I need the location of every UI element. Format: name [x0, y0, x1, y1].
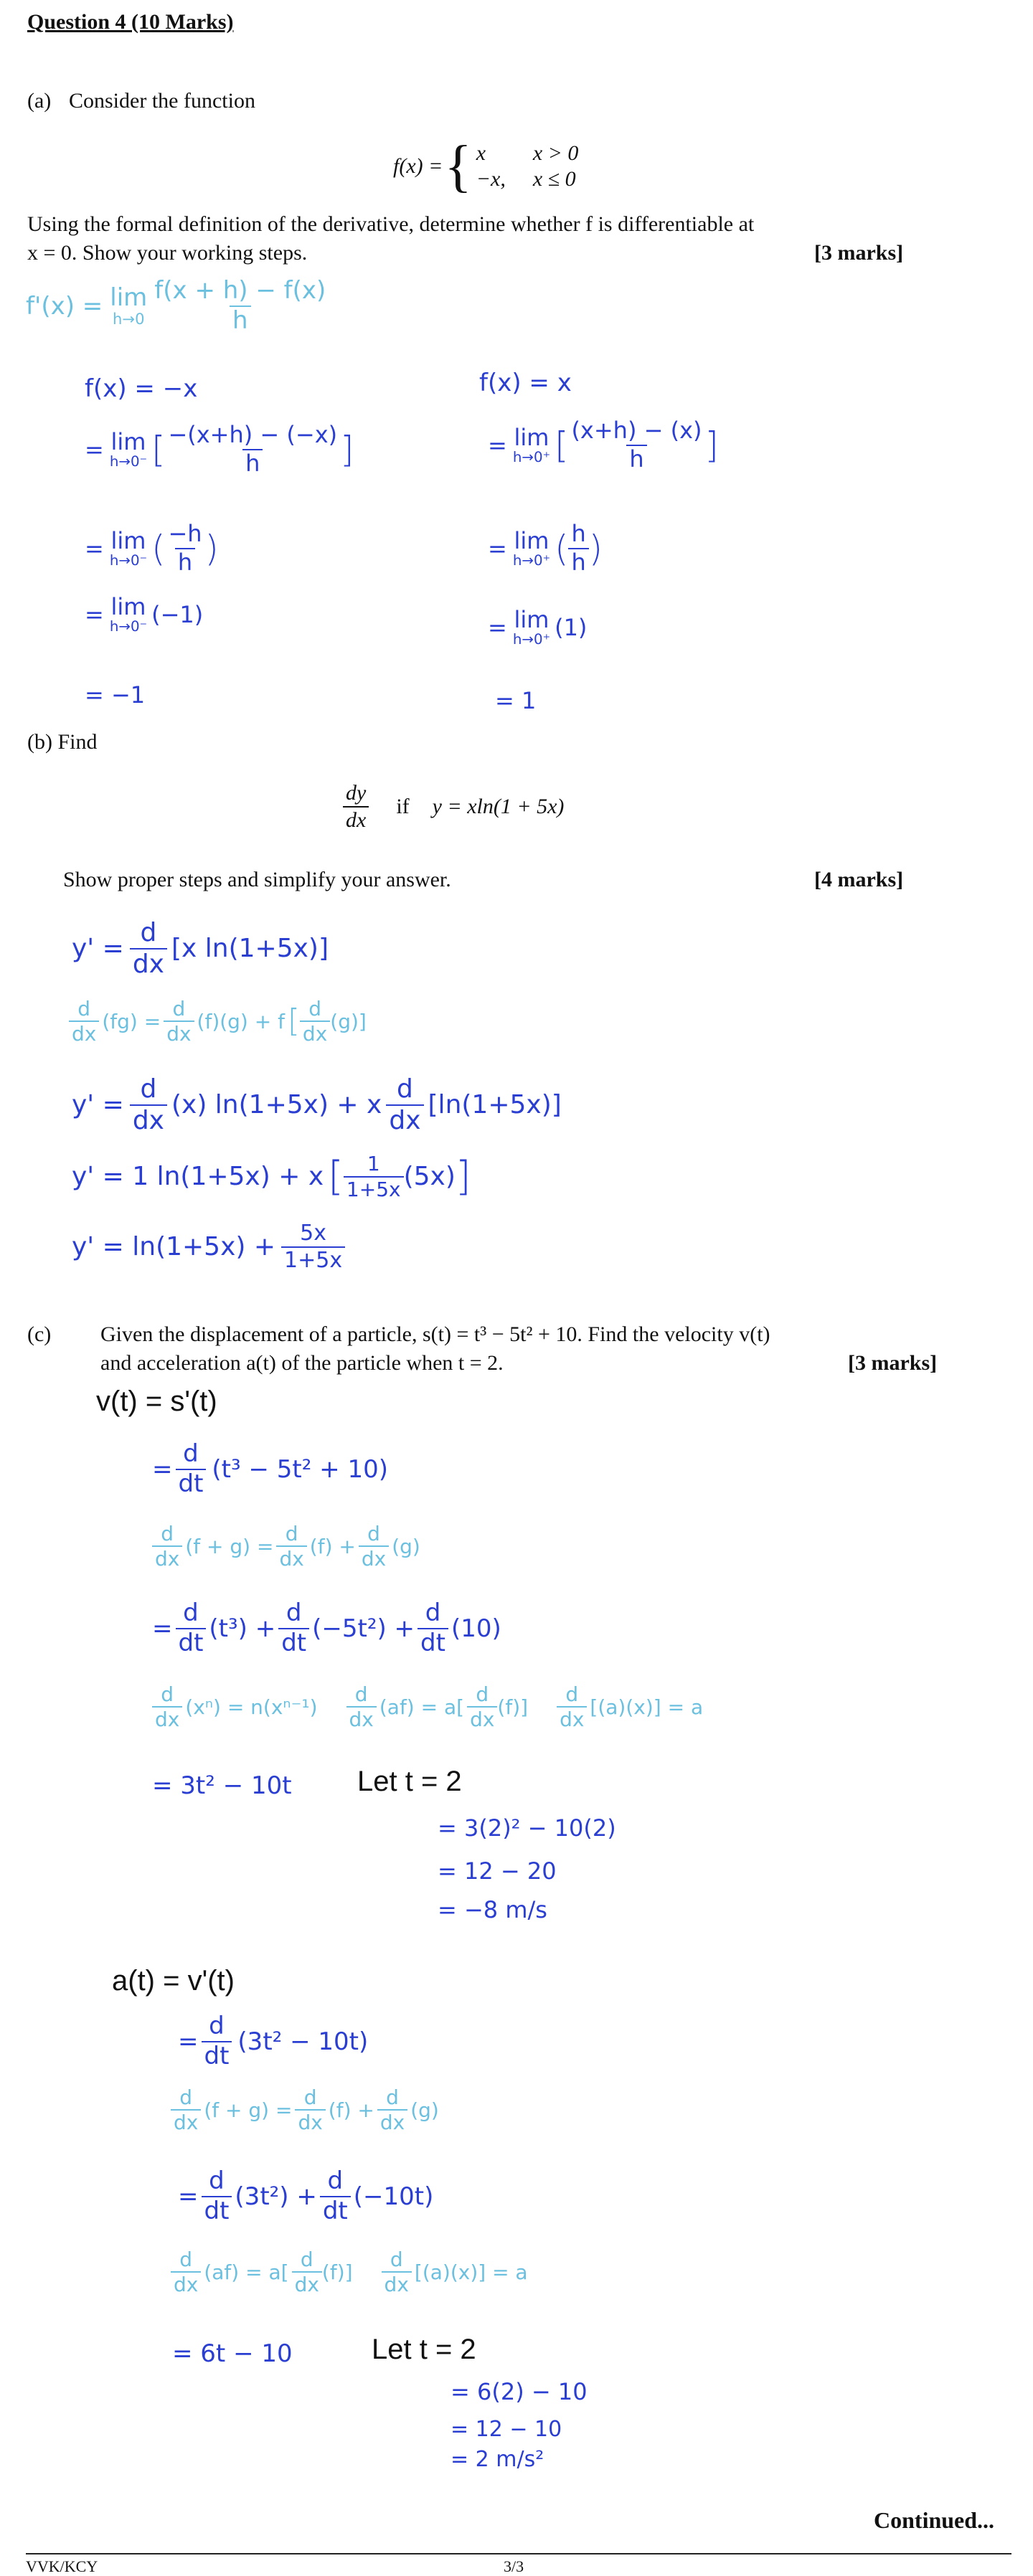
dx: dx — [557, 1706, 587, 1730]
part-a-question-line1: Using the formal definition of the derivative, determine whether f is differentiable at — [27, 212, 755, 236]
left-step2-sub: h→0⁻ — [109, 551, 148, 569]
dx: dx — [130, 1104, 167, 1135]
d: d — [386, 2085, 399, 2109]
dx: dx — [386, 1104, 423, 1135]
b-line2-lhs: y' = — [72, 1090, 124, 1120]
dt: dt — [418, 1628, 448, 1657]
part-a-question-line2: x = 0. Show your working steps. — [27, 241, 308, 265]
v-line1-expr: (t³ − 5t² + 10) — [212, 1454, 388, 1484]
definition-lim-sub: h→0 — [113, 310, 145, 328]
left-step1-sub: h→0⁻ — [109, 453, 148, 470]
d: d — [327, 2167, 344, 2195]
a-line1-expr: (3t² − 10t) — [237, 2027, 369, 2056]
const-mult-rule: (af) = a[ — [379, 1695, 465, 1719]
b-line3-num: 1 — [367, 1152, 380, 1176]
left-step3-sub: h→0⁻ — [109, 618, 148, 635]
part-c-label: (c) — [27, 1322, 52, 1346]
sum-rule-end: (g) — [392, 1534, 420, 1558]
bracket-open: [ — [151, 428, 166, 470]
dx: dx — [382, 2271, 412, 2295]
footer-rule — [26, 2553, 1011, 2554]
part-c-marks: [3 marks] — [848, 1351, 938, 1375]
const-rule: [(a)(x)] = a — [590, 1695, 704, 1719]
dt: dt — [278, 1628, 309, 1657]
right-step3: = lim h→0⁺ (1) — [488, 606, 588, 648]
b-line3-den: 1+5x — [344, 1176, 404, 1200]
sum-rule-lhs: (f + g) = — [204, 2098, 293, 2122]
a-line1 — [178, 2014, 368, 2069]
piecewise-function — [393, 135, 579, 198]
const-rule: [(a)(x)] = a — [414, 2260, 528, 2284]
const-mult-rule-end: (f)] — [321, 2260, 353, 2284]
left-result: = −1 — [85, 681, 146, 709]
b-line3-rest: (5x) — [403, 1162, 456, 1191]
left-step1: = lim h→0⁻ [ $\frac{-(x+h) - (-x)}{h}$ ] — [85, 421, 354, 477]
definition-lim: lim — [110, 283, 148, 313]
d: d — [161, 1682, 174, 1706]
part-b-label: (b) Find — [27, 730, 98, 754]
definition-denominator: h — [230, 306, 251, 334]
definition-lhs: f'(x) = — [26, 291, 103, 321]
a-eval2: = 12 − 10 — [451, 2417, 562, 2442]
right-step2: = lim h→0⁺ ( $\frac{h}{h}$ ) — [488, 520, 603, 576]
part-b-instruction: Show proper steps and simplify your answer. — [63, 868, 451, 891]
a-result: = 6t − 10 — [172, 2339, 293, 2368]
eq-sign: = — [85, 534, 104, 562]
sum-rule-lhs: (f + g) = — [185, 1534, 274, 1558]
definition-numerator: f(x + h) − f(x) — [154, 276, 326, 305]
part-c-question-line2: and acceleration a(t) of the particle when t = 2. — [100, 1351, 504, 1375]
rules-row-1 — [152, 1684, 703, 1730]
dx: dx — [130, 948, 167, 978]
d: d — [367, 1522, 380, 1545]
a-line2-b: (−10t) — [353, 2182, 434, 2211]
d: d — [286, 1599, 302, 1627]
a-eval3: = 2 m/s² — [451, 2447, 544, 2472]
d: d — [303, 2085, 317, 2109]
eq-sign: = — [488, 431, 507, 459]
b-line3-lhs: y' = 1 ln(1+5x) + x — [72, 1162, 324, 1191]
d: d — [179, 2085, 193, 2109]
dx: dx — [152, 1545, 182, 1569]
dx: dx — [69, 1021, 99, 1044]
a-heading: a(t) = v'(t) — [112, 1965, 235, 1997]
a-let-t: Let t = 2 — [372, 2334, 476, 2365]
dx: dx — [152, 1706, 182, 1730]
b-line2-mid: (x) ln(1+5x) + x — [171, 1090, 382, 1120]
dx: dx — [276, 1545, 306, 1569]
dx: dx — [359, 1545, 389, 1569]
b-line1-lhs: y' = — [72, 934, 124, 964]
sum-rule-mid: (f) + — [309, 1534, 356, 1558]
piecewise-brace: { — [444, 135, 472, 198]
v-line2 — [152, 1601, 501, 1656]
b-line4 — [72, 1222, 345, 1272]
v-eval2: = 12 − 20 — [438, 1857, 557, 1885]
d: d — [183, 1599, 199, 1627]
question-title: Question 4 (10 Marks) — [27, 10, 234, 34]
power-rule: (xⁿ) = n(xⁿ⁻¹) — [185, 1695, 318, 1719]
dx: dx — [346, 1706, 377, 1730]
dt: dt — [202, 2041, 232, 2070]
const-mult-rule: (af) = a[ — [204, 2260, 289, 2284]
v-eval1: = 3(2)² − 10(2) — [438, 1814, 616, 1842]
dt: dt — [176, 1628, 207, 1657]
b-line2 — [72, 1076, 562, 1135]
part-b-equation — [343, 782, 564, 831]
case1-expr: x — [476, 141, 486, 165]
sum-rule-end: (g) — [410, 2098, 439, 2122]
b-line4-num: 5x — [300, 1221, 326, 1246]
dt: dt — [202, 2196, 232, 2225]
dx: dx — [292, 2271, 322, 2295]
b-line4-den: 1+5x — [281, 1246, 345, 1272]
eq-sign: = — [488, 534, 507, 562]
equation: y = xln(1 + 5x) — [432, 794, 565, 818]
dx: dx — [171, 2109, 201, 2133]
eq-sign: = — [178, 2182, 199, 2211]
right-step2-denominator: h — [568, 548, 588, 575]
dx: dx — [343, 806, 369, 832]
right-step1-denominator: h — [626, 445, 646, 472]
dx: dx — [300, 1021, 330, 1044]
bracket-close: ] — [340, 428, 354, 470]
left-step3-expr: (−1) — [151, 600, 204, 628]
continued-text: Continued... — [874, 2507, 995, 2533]
v-eval3: = −8 m/s — [438, 1896, 547, 1923]
part-c-question-line1: Given the displacement of a particle, s(t) = t³ − 5t² + 10. Find the velocity v(t) — [100, 1322, 770, 1346]
a-line2 — [178, 2169, 433, 2224]
right-step2-numerator: h — [571, 520, 586, 547]
b-line1 — [72, 919, 329, 978]
d: d — [425, 1599, 441, 1627]
v-line2-a: (t³) + — [209, 1614, 276, 1643]
eq-sign: = — [152, 1614, 173, 1643]
right-step3-sub: h→0⁺ — [512, 631, 551, 648]
eq-sign: = — [488, 613, 507, 641]
case2-expr: −x, — [476, 167, 506, 191]
left-step1-denominator: h — [242, 449, 263, 476]
left-step2: = lim h→0⁻ ( $\frac{-h}{h}$ ) — [85, 520, 219, 576]
if-word: if — [396, 794, 410, 818]
right-step1: = lim h→0⁺ [ $\frac{(x+h) - (x)}{h}$ ] — [488, 417, 719, 473]
d: d — [565, 1682, 579, 1706]
case2-cond: x ≤ 0 — [532, 167, 576, 191]
v-line2-b: (−5t²) + — [312, 1614, 415, 1643]
dx: dx — [164, 1021, 194, 1044]
left-step2-numerator: −h — [168, 520, 202, 547]
right-step2-sub: h→0⁺ — [512, 551, 551, 569]
d: d — [140, 1074, 157, 1104]
v-line1 — [152, 1441, 388, 1497]
eq-sign: = — [85, 600, 104, 628]
dx: dx — [171, 2271, 201, 2295]
d: d — [183, 1439, 199, 1468]
d: d — [209, 2167, 225, 2195]
product-rule-mid: (f)(g) + f — [197, 1009, 285, 1033]
const-mult-rule-end: (f)] — [497, 1695, 529, 1719]
right-func: f(x) = x — [479, 369, 572, 397]
dt: dt — [176, 1469, 207, 1497]
b-line2-rest: [ln(1+5x)] — [428, 1090, 562, 1120]
footer-left: VVK/KCY — [26, 2557, 98, 2575]
sum-rule-1 — [152, 1523, 420, 1570]
piecewise-lhs: f(x) = — [393, 154, 443, 178]
d: d — [209, 2012, 225, 2040]
dy: dy — [346, 781, 367, 805]
d: d — [390, 2248, 403, 2271]
d: d — [140, 918, 157, 947]
dx: dx — [467, 1706, 497, 1730]
v-heading: v(t) = s'(t) — [96, 1386, 217, 1417]
a-line2-a: (3t²) + — [235, 2182, 317, 2211]
left-step3: = lim h→0⁻ (−1) — [85, 593, 204, 635]
v-result: = 3t² − 10t — [152, 1771, 292, 1800]
right-step1-sub: h→0⁺ — [512, 448, 551, 465]
left-step1-numerator: −(x+h) − (−x) — [168, 421, 338, 448]
v-line2-c: (10) — [451, 1614, 501, 1643]
eq-sign: = — [85, 435, 104, 463]
rules-row-2 — [171, 2249, 528, 2296]
dx: dx — [295, 2109, 325, 2133]
dx: dx — [377, 2109, 407, 2133]
right-step3-expr: (1) — [555, 613, 588, 641]
sum-rule-2 — [171, 2087, 439, 2134]
d: d — [476, 1682, 489, 1706]
v-let-t: Let t = 2 — [357, 1766, 462, 1797]
product-rule-end: (g)] — [330, 1009, 367, 1033]
d: d — [285, 1522, 298, 1545]
d: d — [354, 1682, 368, 1706]
left-func: f(x) = −x — [85, 374, 198, 403]
d: d — [77, 997, 91, 1021]
eq-sign: = — [178, 2027, 199, 2056]
b-line4-lhs: y' = ln(1+5x) + — [72, 1232, 276, 1261]
derivative-definition — [26, 278, 329, 333]
a-eval1: = 6(2) − 10 — [451, 2378, 588, 2405]
part-a-marks: [3 marks] — [814, 241, 904, 265]
left-step2-denominator: h — [175, 548, 195, 575]
eq-sign: = — [152, 1454, 173, 1484]
d: d — [397, 1074, 413, 1104]
d: d — [172, 997, 186, 1021]
sum-rule-mid: (f) + — [328, 2098, 374, 2122]
b-line1-rest: [x ln(1+5x)] — [171, 934, 329, 964]
d: d — [179, 2248, 193, 2271]
part-a-intro: Consider the function — [69, 89, 255, 113]
case1-cond: x > 0 — [532, 141, 579, 165]
b-line3: y' = 1 ln(1+5x) + x [ $\frac{1}{1+5x}$ (5x) ] — [72, 1152, 471, 1201]
dt: dt — [320, 2196, 351, 2225]
d: d — [161, 1522, 174, 1545]
d: d — [308, 997, 321, 1021]
d: d — [300, 2248, 313, 2271]
part-b-marks: [4 marks] — [814, 868, 904, 891]
footer-page: 3/3 — [504, 2557, 524, 2575]
right-result: = 1 — [495, 687, 537, 714]
product-rule: $\frac{d}{dx}$ (fg) = $\frac{d}{dx}$ (f)(g) + f [ $\frac{d}{dx}$ (g)] — [69, 998, 367, 1045]
right-step1-numerator: (x+h) − (x) — [571, 417, 702, 444]
product-rule-lhs: (fg) = — [102, 1009, 161, 1033]
part-a-label: (a) — [27, 89, 52, 113]
